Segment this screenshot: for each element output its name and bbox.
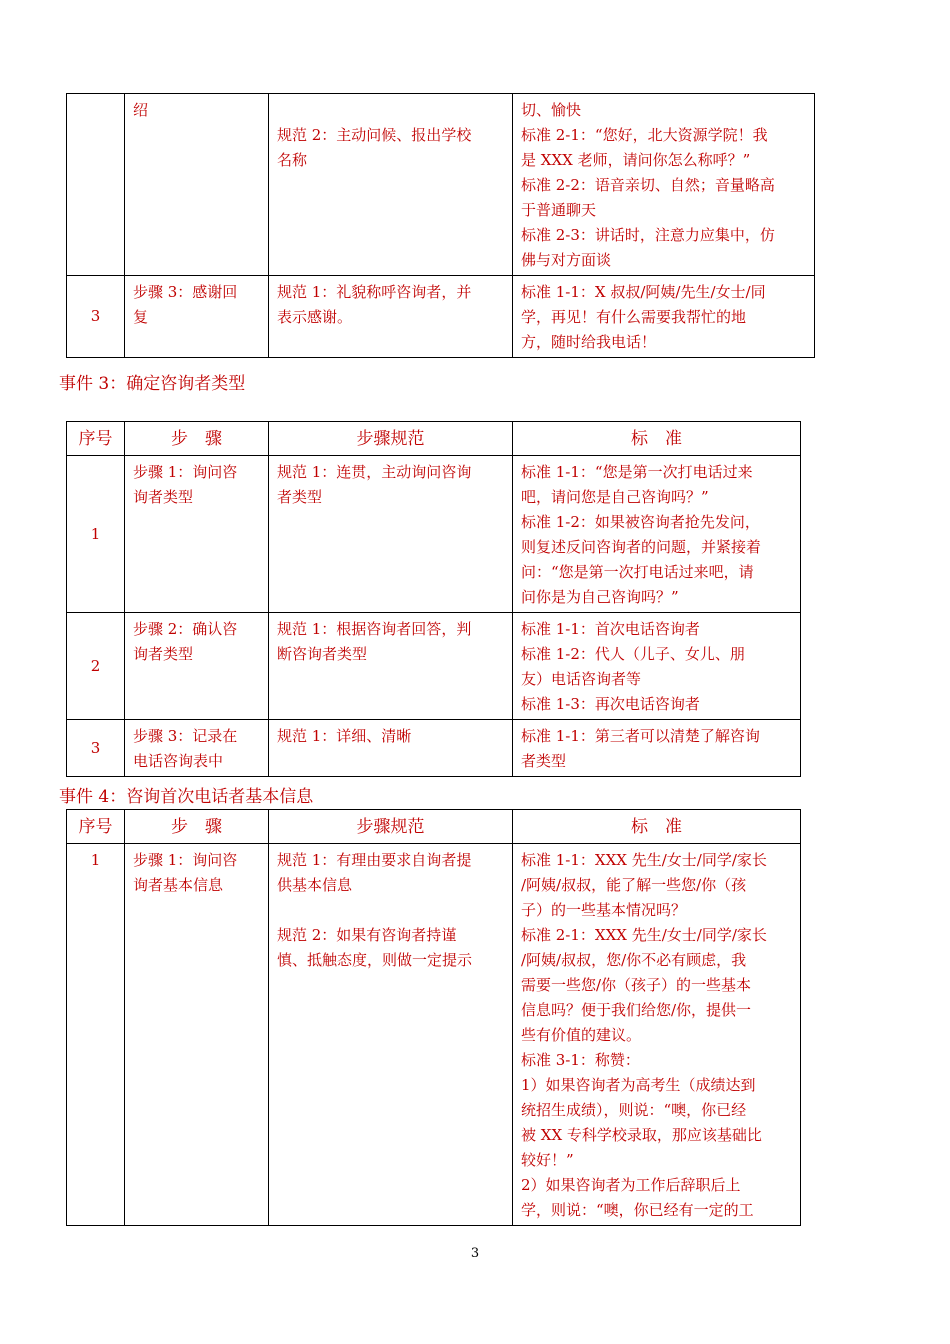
text-line: 步骤 3：感谢回 (133, 283, 238, 301)
text-line: 标准 1-3：再次电话咨询者 (521, 695, 700, 713)
text-line: 供基本信息 (277, 876, 353, 894)
standard-cell (513, 720, 801, 777)
text-line: 问：“您是第一次打电话过来吧，请 (521, 563, 754, 581)
seq-cell (67, 94, 125, 276)
text-line: 步骤 1：询问咨 (133, 463, 238, 481)
text-line: 标准 1-1：第三者可以清楚了解咨询 (521, 727, 760, 745)
header-standard: 标 准 (513, 422, 801, 456)
spec-cell (269, 844, 513, 1226)
text-line: 断咨询者类型 (277, 645, 368, 663)
text-line: 标准 1-1：“您是第一次打电话过来 (521, 463, 753, 481)
seq-cell: 3 (67, 720, 125, 777)
text-line: 规范 1：礼貌称呼咨询者，并 (277, 283, 472, 301)
table-row (67, 94, 815, 276)
text-line: 规范 2：如果有咨询者持谨 (277, 926, 457, 944)
text-line: 者类型 (521, 752, 567, 770)
text-line: 是 XXX 老师，请问你怎么称呼？” (521, 151, 751, 169)
text-line: 1）如果咨询者为高考生（成绩达到 (521, 1076, 756, 1094)
table-row (67, 613, 801, 720)
text-line: 慎、抵触态度，则做一定提示 (277, 951, 473, 969)
text-line: 者类型 (277, 488, 323, 506)
text-line: 需要一些您/你（孩子）的一些基本 (521, 976, 752, 994)
text-line: 标准 2-1：XXX 先生/女士/同学/家长 (521, 926, 767, 944)
page-number: 3 (470, 1246, 480, 1261)
table-header-row (67, 422, 801, 456)
text-line: 标准 1-1：X 叔叔/阿姨/先生/女士/同 (521, 283, 766, 301)
text-line: 问你是为自己咨询吗？” (521, 588, 679, 606)
text-line: 复 (133, 308, 149, 326)
table-row (67, 456, 801, 613)
text-line: 佛与对方面谈 (521, 251, 612, 269)
text-line: 方，随时给我电话！ (521, 333, 657, 351)
text-line: 较好！” (521, 1151, 574, 1169)
text-line: 规范 1：有理由要求自询者提 (277, 851, 472, 869)
text-line: 名称 (277, 151, 308, 169)
standard-cell (513, 613, 801, 720)
text-line: 些有价值的建议。 (521, 1026, 642, 1044)
text-line: 标准 3-1：称赞： (521, 1051, 640, 1069)
standard-cell (513, 456, 801, 613)
step-cell (125, 456, 269, 613)
spec-cell (269, 276, 513, 358)
spec-cell (269, 613, 513, 720)
text-line: 步骤 3：记录在 (133, 727, 238, 745)
event-4-title: 事件 4：咨询首次电话者基本信息 (59, 787, 314, 807)
text-line: 标准 1-2：代人（儿子、女儿、朋 (521, 645, 745, 663)
text-line: 学，再见！有什么需要我帮忙的地 (521, 308, 747, 326)
text-line: 步骤 2：确认咨 (133, 620, 238, 638)
header-seq: 序号 (67, 422, 125, 456)
text-line: 信息吗？便于我们给您/你，提供一 (521, 1001, 752, 1019)
text-line: 步骤 1：询问咨 (133, 851, 238, 869)
text-line: 询者基本信息 (133, 876, 224, 894)
text-line: 吧，请问您是自己咨询吗？” (521, 488, 709, 506)
text-line: 规范 2：主动问候、报出学校 (277, 126, 472, 144)
text-line: 电话咨询表中 (133, 752, 224, 770)
event-3-title: 事件 3：确定咨询者类型 (59, 374, 246, 394)
text-line: 则复述反问咨询者的问题，并紧接着 (521, 538, 762, 556)
text-line: 标准 2-2：语音亲切、自然；音量略高 (521, 176, 775, 194)
table-event-3 (66, 421, 801, 777)
spec-cell (269, 456, 513, 613)
table-continued (66, 93, 815, 358)
table-row (67, 720, 801, 777)
text-line: 询者类型 (133, 488, 194, 506)
text-line: 统招生成绩），则说：“噢，你已经 (521, 1101, 747, 1119)
header-standard: 标 准 (513, 810, 801, 844)
text-line: 2）如果咨询者为工作后辞职后上 (521, 1176, 741, 1194)
spacer (277, 898, 504, 923)
spec-cell (269, 720, 513, 777)
table-row (67, 844, 801, 1226)
text-line: 规范 1：连贯，主动询问咨询 (277, 463, 472, 481)
text-line: 规范 1：根据咨询者回答，判 (277, 620, 472, 638)
step-cell (125, 94, 269, 276)
text-line: 标准 1-1：XXX 先生/女士/同学/家长 (521, 851, 767, 869)
standard-cell (513, 844, 801, 1226)
text-line: /阿姨/叔叔，能了解一些您/你（孩 (521, 876, 747, 894)
text-line: 表示感谢。 (277, 308, 353, 326)
text-line: 询者类型 (133, 645, 194, 663)
text-line: 标准 1-2：如果被咨询者抢先发问， (521, 513, 760, 531)
text-line: 切、愉快 (521, 101, 582, 119)
table-event-4 (66, 809, 801, 1226)
text-line: 绍 (133, 101, 149, 119)
seq-cell: 1 (67, 844, 125, 1226)
step-cell (125, 613, 269, 720)
header-spec: 步骤规范 (269, 422, 513, 456)
text-line: 标准 1-1：首次电话咨询者 (521, 620, 700, 638)
seq-cell: 1 (67, 456, 125, 613)
step-cell (125, 844, 269, 1226)
header-seq: 序号 (67, 810, 125, 844)
text-line: 规范 1：详细、清晰 (277, 727, 412, 745)
text-line: 标准 2-3：讲话时，注意力应集中，仿 (521, 226, 775, 244)
spec-cell (269, 94, 513, 276)
table-row (67, 276, 815, 358)
header-step: 步 骤 (125, 810, 269, 844)
text-line: /阿姨/叔叔，您/你不必有顾虑，我 (521, 951, 747, 969)
table-header-row (67, 810, 801, 844)
standard-cell (513, 94, 815, 276)
seq-cell: 2 (67, 613, 125, 720)
header-spec: 步骤规范 (269, 810, 513, 844)
text-line: 学，则说：“噢，你已经有一定的工 (521, 1201, 754, 1219)
text-line: 友）电话咨询者等 (521, 670, 642, 688)
text-line: 于普通聊天 (521, 201, 597, 219)
text-line: 被 XX 专科学校录取，那应该基础比 (521, 1126, 762, 1144)
spacer (277, 98, 504, 123)
step-cell (125, 276, 269, 358)
text-line: 子）的一些基本情况吗？ (521, 901, 687, 919)
standard-cell (513, 276, 815, 358)
text-line: 标准 2-1：“您好，北大资源学院！我 (521, 126, 768, 144)
step-cell (125, 720, 269, 777)
seq-cell: 3 (67, 276, 125, 358)
header-step: 步 骤 (125, 422, 269, 456)
